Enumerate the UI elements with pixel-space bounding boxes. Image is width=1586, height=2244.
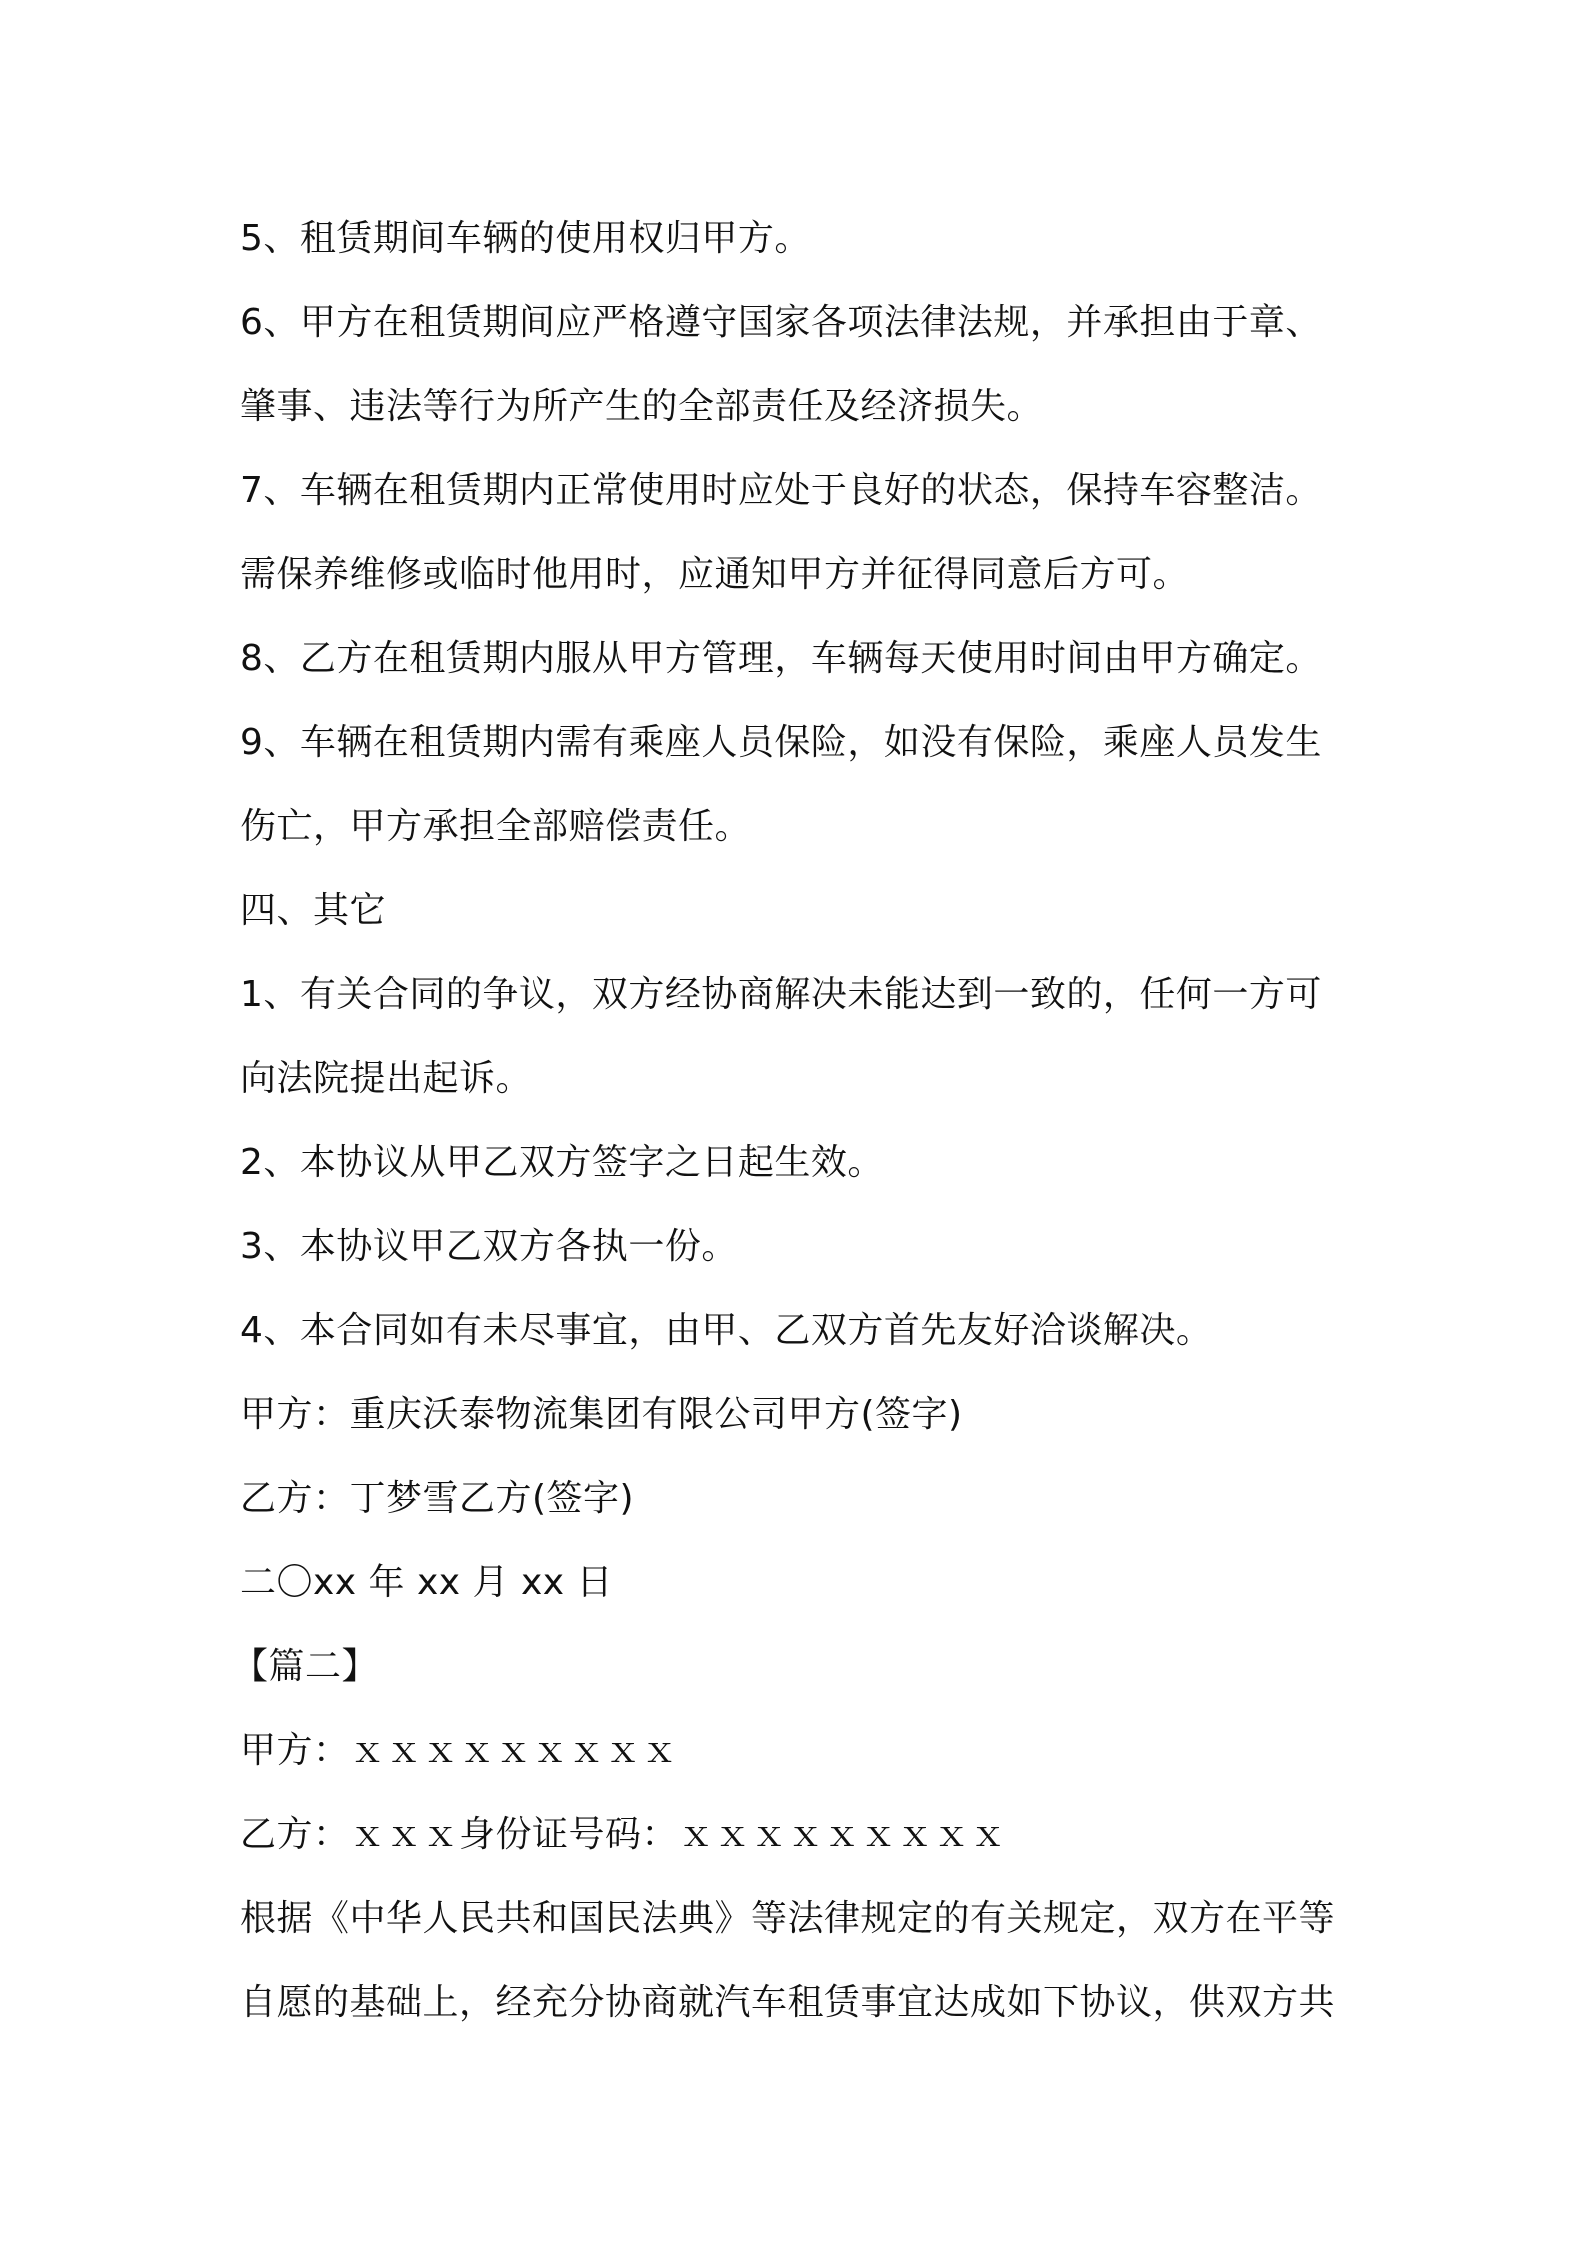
date-line: 二〇xx 年 xx 月 xx 日 bbox=[240, 1562, 614, 1603]
clause-9-line-2: 伤亡，甲方承担全部赔偿责任。 bbox=[240, 806, 752, 847]
document-body bbox=[232, 197, 1360, 2045]
party-b-id-line: 乙方：ｘｘｘ身份证号码：ｘｘｘｘｘｘｘｘｘ bbox=[240, 1814, 1007, 1855]
other-clause-1-line-2: 向法院提出起诉。 bbox=[240, 1058, 533, 1099]
section-heading-other: 四、其它 bbox=[240, 890, 387, 931]
other-clause-4: 4、本合同如有未尽事宜，由甲、乙双方首先友好洽谈解决。 bbox=[240, 1310, 1213, 1351]
other-clause-1-line-1: 1、有关合同的争议，双方经协商解决未能达到一致的，任何一方可 bbox=[240, 974, 1322, 1015]
clause-9-line-1: 9、车辆在租赁期内需有乘座人员保险，如没有保险，乘座人员发生 bbox=[240, 722, 1322, 763]
other-clause-3: 3、本协议甲乙双方各执一份。 bbox=[240, 1226, 738, 1267]
party-b-signature-line: 乙方：丁梦雪乙方(签字) bbox=[240, 1478, 635, 1519]
clause-5: 5、租赁期间车辆的使用权归甲方。 bbox=[240, 218, 811, 259]
clause-7-line-2: 需保养维修或临时他用时，应通知甲方并征得同意后方可。 bbox=[240, 554, 1190, 595]
other-clause-2: 2、本协议从甲乙双方签字之日起生效。 bbox=[240, 1142, 884, 1183]
preamble-line-2: 自愿的基础上，经充分协商就汽车租赁事宜达成如下协议，供双方共 bbox=[240, 1982, 1336, 2023]
clause-7-line-1: 7、车辆在租赁期内正常使用时应处于良好的状态，保持车容整洁。 bbox=[240, 470, 1322, 511]
party-a-line: 甲方：ｘｘｘｘｘｘｘｘｘ bbox=[240, 1730, 679, 1771]
preamble-line-1: 根据《中华人民共和国民法典》等法律规定的有关规定，双方在平等 bbox=[240, 1898, 1336, 1939]
clause-8: 8、乙方在租赁期内服从甲方管理，车辆每天使用时间由甲方确定。 bbox=[240, 638, 1322, 679]
part-two-heading: 【篇二】 bbox=[232, 1646, 379, 1687]
party-a-signature-line: 甲方：重庆沃泰物流集团有限公司甲方(签字) bbox=[240, 1394, 963, 1435]
clause-6-line-2: 肇事、违法等行为所产生的全部责任及经济损失。 bbox=[240, 386, 1044, 427]
clause-6-line-1: 6、甲方在租赁期间应严格遵守国家各项法律法规，并承担由于章、 bbox=[240, 302, 1322, 343]
